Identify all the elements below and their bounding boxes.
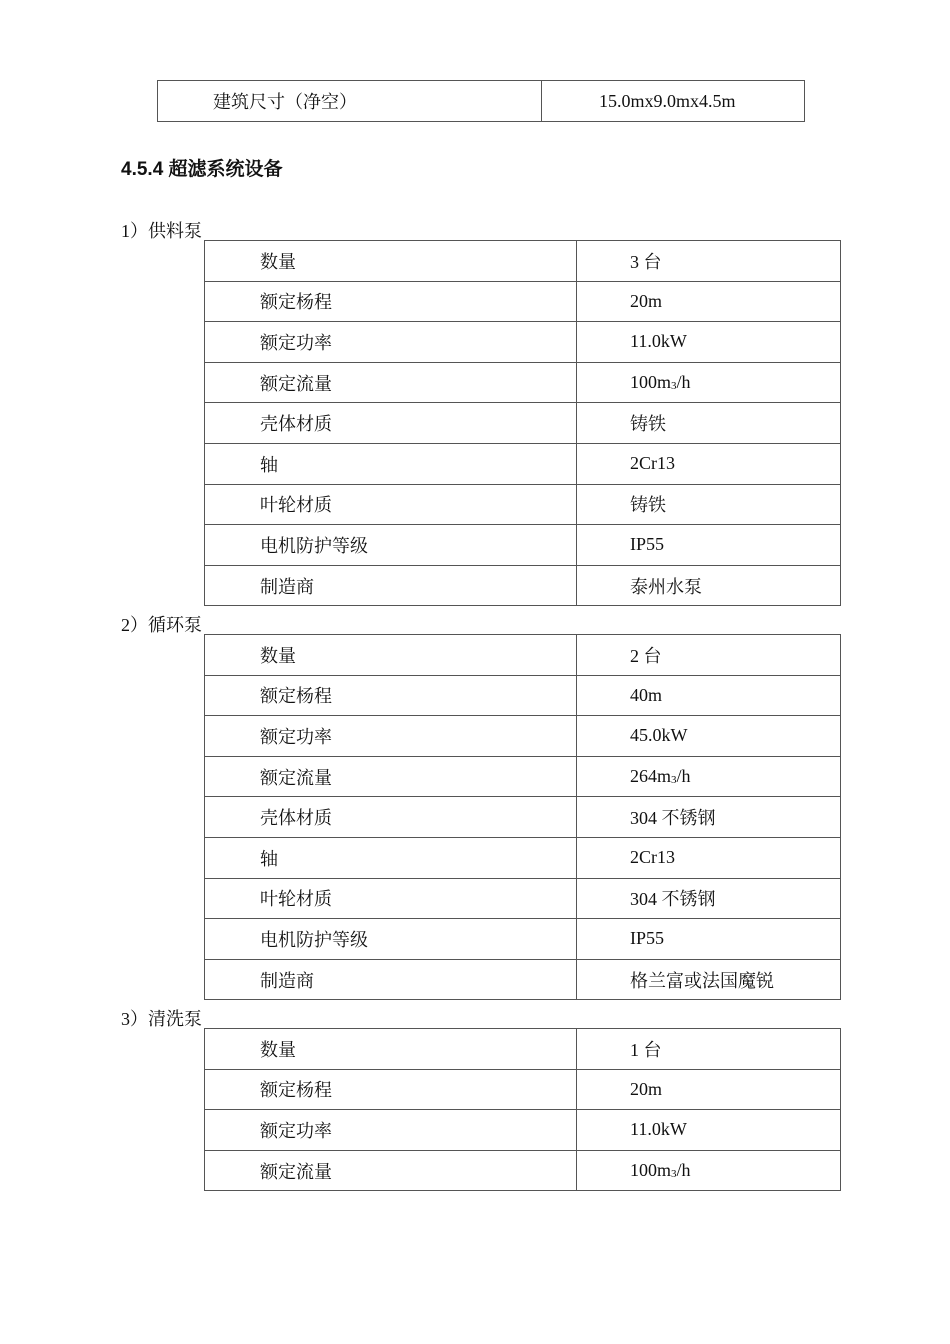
feed-pump-table [204, 240, 841, 606]
table-cell-value: 格兰富或法国魔锐 [577, 959, 841, 1000]
table-cell-value: $100m_3/h$ [577, 1150, 841, 1191]
table-cell-value: 45.0kW [577, 716, 841, 757]
table-cell-value: 20m [577, 1069, 841, 1110]
table-cell-value: 40m [577, 675, 841, 716]
table-row [205, 837, 841, 878]
table-cell-value: $100m_3/h$ [577, 362, 841, 403]
table-row [205, 959, 841, 1000]
table-cell-value: 20m [577, 281, 841, 322]
table-cell-label: 额定流量 [205, 1150, 577, 1191]
table-cell-value: 2 台 [577, 635, 841, 676]
table-row [205, 1150, 841, 1191]
table-cell-label: 轴 [205, 443, 577, 484]
table-cell-label: 额定功率 [205, 716, 577, 757]
table-cell-value: 1 台 [577, 1029, 841, 1070]
table-cell-value: 3 台 [577, 241, 841, 282]
table-row [205, 635, 841, 676]
table-cell-label: 额定杨程 [205, 281, 577, 322]
pump-title-cleaning: 3）清洗泵 [121, 1009, 202, 1029]
table-cell-label: 额定流量 [205, 756, 577, 797]
table-cell-label: 电机防护等级 [205, 525, 577, 566]
table-row [205, 797, 841, 838]
table-cell-label: 额定杨程 [205, 1069, 577, 1110]
table-cell-label: 数量 [205, 635, 577, 676]
table-cell-label: 数量 [205, 241, 577, 282]
table-cell-label: 额定功率 [205, 322, 577, 363]
table-row [205, 443, 841, 484]
table-cell-label: 制造商 [205, 959, 577, 1000]
table-cell-value: 泰州水泵 [577, 565, 841, 606]
circulation-pump-table [204, 634, 841, 1000]
table-cell-label: 壳体材质 [205, 797, 577, 838]
table-cell-value: IP55 [577, 919, 841, 960]
table-cell-label: 额定功率 [205, 1110, 577, 1151]
table-cell-value: 2Cr13 [577, 443, 841, 484]
table-row [205, 565, 841, 606]
table-row [205, 716, 841, 757]
table-row [205, 675, 841, 716]
table-row [205, 756, 841, 797]
table-cell-value: 11.0kW [577, 1110, 841, 1151]
table-cell-value: 304 不锈钢 [577, 878, 841, 919]
table-row [205, 878, 841, 919]
table-cell-label: 数量 [205, 1029, 577, 1070]
table-cell-label: 轴 [205, 837, 577, 878]
table-cell-value: IP55 [577, 525, 841, 566]
table-cell-value: 15.0mx9.0mx4.5m [542, 81, 805, 122]
table-row [205, 484, 841, 525]
table-cell-label: 叶轮材质 [205, 484, 577, 525]
table-row [205, 322, 841, 363]
table-cell-label: 叶轮材质 [205, 878, 577, 919]
table-cell-label: 建筑尺寸（净空） [158, 81, 542, 122]
cleaning-pump-table [204, 1028, 841, 1191]
table-row [158, 81, 805, 122]
table-cell-value: 铸铁 [577, 484, 841, 525]
table-cell-label: 额定流量 [205, 362, 577, 403]
table-row [205, 1069, 841, 1110]
building-size-table [157, 80, 805, 122]
pump-title-circulation: 2）循环泵 [121, 615, 202, 635]
table-cell-value: 11.0kW [577, 322, 841, 363]
table-cell-label: 制造商 [205, 565, 577, 606]
pump-title-feed: 1）供料泵 [121, 221, 202, 241]
table-cell-value: 铸铁 [577, 403, 841, 444]
table-cell-label: 电机防护等级 [205, 919, 577, 960]
table-row [205, 919, 841, 960]
table-cell-value: $264m_3/h$ [577, 756, 841, 797]
table-row [205, 281, 841, 322]
table-row [205, 241, 841, 282]
section-heading: 4.5.4 超滤系统设备 [121, 159, 283, 180]
table-row [205, 1029, 841, 1070]
table-cell-value: 304 不锈钢 [577, 797, 841, 838]
table-cell-label: 壳体材质 [205, 403, 577, 444]
table-row [205, 1110, 841, 1151]
table-row [205, 362, 841, 403]
table-cell-value: 2Cr13 [577, 837, 841, 878]
table-cell-label: 额定杨程 [205, 675, 577, 716]
table-row [205, 403, 841, 444]
table-row [205, 525, 841, 566]
